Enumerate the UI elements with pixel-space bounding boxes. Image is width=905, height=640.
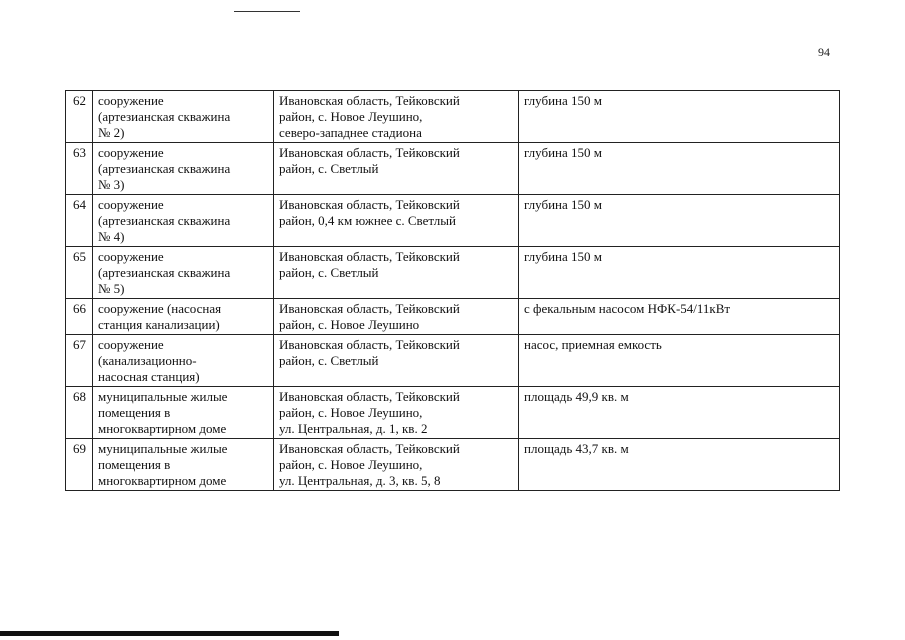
row-number: 68	[66, 387, 93, 439]
scan-edge-bar	[0, 631, 339, 636]
row-number: 66	[66, 299, 93, 335]
object-characteristic: насос, приемная емкость	[519, 335, 840, 387]
object-name: сооружение (канализационно- насосная станция)	[93, 335, 274, 387]
object-name: сооружение (артезианская скважина № 5)	[93, 247, 274, 299]
row-number: 63	[66, 143, 93, 195]
object-address: Ивановская область, Тейковский район, с. Новое Леушино, ул. Центральная, д. 1, кв. 2	[274, 387, 519, 439]
object-characteristic: глубина 150 м	[519, 91, 840, 143]
table-row	[66, 143, 840, 195]
object-name: муниципальные жилые помещения в многоквартирном доме	[93, 439, 274, 491]
page-number: 94	[818, 45, 830, 59]
object-address: Ивановская область, Тейковский район, с. Светлый	[274, 247, 519, 299]
object-address: Ивановская область, Тейковский район, 0,4 км южнее с. Светлый	[274, 195, 519, 247]
object-address: Ивановская область, Тейковский район, с. Новое Леушино, ул. Центральная, д. 3, кв. 5, 8	[274, 439, 519, 491]
table-row	[66, 91, 840, 143]
object-name: муниципальные жилые помещения в многоквартирном доме	[93, 387, 274, 439]
object-address: Ивановская область, Тейковский район, с. Светлый	[274, 143, 519, 195]
object-characteristic: глубина 150 м	[519, 143, 840, 195]
table-row	[66, 387, 840, 439]
object-name: сооружение (насосная станция канализации)	[93, 299, 274, 335]
object-address: Ивановская область, Тейковский район, с. Новое Леушино, северо-западнее стадиона	[274, 91, 519, 143]
object-characteristic: глубина 150 м	[519, 247, 840, 299]
row-number: 65	[66, 247, 93, 299]
object-name: сооружение (артезианская скважина № 4)	[93, 195, 274, 247]
object-address: Ивановская область, Тейковский район, с. Новое Леушино	[274, 299, 519, 335]
object-characteristic: площадь 43,7 кв. м	[519, 439, 840, 491]
row-number: 64	[66, 195, 93, 247]
property-registry-table	[65, 90, 840, 491]
object-characteristic: глубина 150 м	[519, 195, 840, 247]
table-row	[66, 439, 840, 491]
object-name: сооружение (артезианская скважина № 2)	[93, 91, 274, 143]
object-address: Ивановская область, Тейковский район, с. Светлый	[274, 335, 519, 387]
object-name: сооружение (артезианская скважина № 3)	[93, 143, 274, 195]
object-characteristic: площадь 49,9 кв. м	[519, 387, 840, 439]
row-number: 67	[66, 335, 93, 387]
row-number: 62	[66, 91, 93, 143]
table-row	[66, 299, 840, 335]
table-row	[66, 247, 840, 299]
row-number: 69	[66, 439, 93, 491]
top-rule	[234, 11, 300, 12]
table-row	[66, 335, 840, 387]
table-row	[66, 195, 840, 247]
object-characteristic: с фекальным насосом НФК-54/11кВт	[519, 299, 840, 335]
